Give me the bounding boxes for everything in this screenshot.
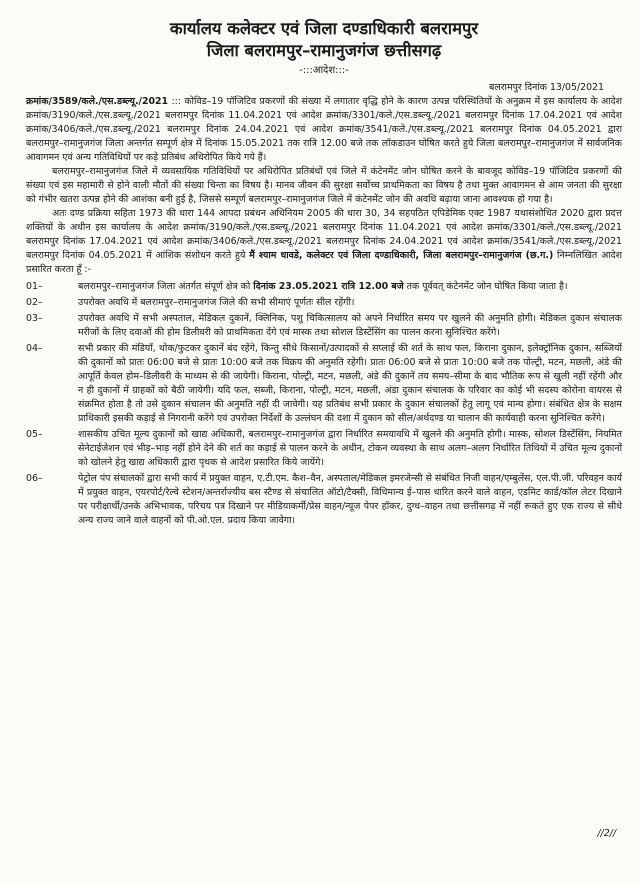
item-text-bold: दिनांक 23.05.2021 रात्रि 12.00 बजे [253,281,404,292]
reference-label: क्रमांक [26,96,49,107]
item-number: 02– [26,297,43,308]
district-title: जिला बलरामपुर–रामानुजगंज छत्तीसगढ़ [206,41,442,60]
collector-name: मैं श्याम धावडे, कलेक्टर एवं जिला दण्डाधिकारी, जिला बलरामपुर–रामानुजगंज (छ.ग.) [249,250,554,261]
order-item-05 [26,428,622,470]
item-text-part: बलरामपुर–रामानुजगंज जिला अंतर्गत संपूर्ण क्षेत्र को [78,281,254,292]
item-number: 06– [26,473,43,484]
order-date: बलरामपुर दिनांक 13/05/2021 [489,82,604,93]
paragraph-legal-authority [26,207,622,277]
order-items [26,280,622,528]
order-item-01 [26,280,622,294]
authority-text: अतः दण्ड प्रक्रिया सहिता 1973 की धारा 144 आपदा प्रबंधन अधिनियम 2005 की धारा 30, 34 सहपठित एपिडेमिक एक्ट 1987 यथासंशोधित 2020 द्वारा प्रदत्त शक्तियों के अधीन इस कार्यालय के आदेश क्रमांक/3190/कले./एस.डब्ल्यू./2021 बलरामपुर दिनांक 11.04.2021 एवं आदेश क्रमांक/3301/कले./एस.डब्ल्यू./2021 बलरामपुर दिनांक 17.04.2021 एवं आदेश क्रमांक/3406/कले./एस.डब्ल्यू./2021 बलरामपुर दिनांक 24.04.2021 एवं आदेश क्रमांक/3541/कले./एस.डब्ल्यू./2021 बलरामपुर दिनांक 04.05.2021 में आंशिक संशोधन करते हुये [26,208,622,261]
order-item-04 [26,342,622,426]
paragraph-containment-reason: बलरामपुर–रामानुजगंज जिले में व्यवसायिक गतिविधियों पर अधिरोपित प्रतिबंधों एवं जिले में कंटेनमेंट जोन घोषित करने के बावजूद कोविड–19 पॉजिटिव प्रकरणों की संख्या एवं इस महामारी से होने वाली मौतों की संख्या चिन्ता का विषय है। मानव जीवन की सुरक्षा सर्वोच्च प्राथमिकता का विषय है तथा मुक्त आवागमन से आम जनता की सुरक्षा को गंभीर खतरा उत्पन्न होने की आशंका बनी हुई है, जिससे सम्पूर्ण बलरामपुर–रामानुजगंज जिले में कंटेनमेंट जोन की अवधि बढ़ाया जाना आवश्यक हो गया है। [26,166,622,205]
item-text: शासकीय उचित मूल्य दुकानों को खाद्य अधिकारी, बलरामपुर–रामानुजगंज द्वारा निर्धारित समयावधि में खुलने की अनुमति होगी। मास्क, सोशल डिस्टेंसिंग, नियमित सेनेटाईजेशन एवं भीड़–भाड़ नहीं होने देने की शर्त का कड़ाई से पालन करने के अधीन, टोकन व्यवस्था के साथ अलग–अलग निर्धारित तिथियों में उचित मूल्य दुकानों को खोलने हेतु खाद्य अधिकारी द्वारा पृथक से आदेश प्रसारित किये जायेंगे। [78,429,622,468]
item-number: 05– [26,429,43,440]
item-number: 04– [26,343,43,354]
office-title: कार्यालय कलेक्टर एवं जिला दण्डाधिकारी बलरामपुर [169,19,479,38]
item-text [78,280,622,294]
order-heading: -:::आदेश:::- [299,65,349,76]
item-number: 01– [26,281,43,292]
reference-number: /3589/कले./एस.डब्ल्यू./2021 [48,96,169,107]
order-item-02 [26,296,622,310]
item-number: 03– [26,313,43,324]
item-text: उपरोक्त अवधि में सभी अस्पताल, मेडिकल दुकानें, क्लिनिक, पशु चिकित्सालय को अपने निर्धारित समय पर खुलने की अनुमति होगी। मेडिकल दुकान संचालक मरीजों के लिए दवाओं की होम डिलीवरी को प्राथमिकता देंगे एवं मास्क तथा सोशल डिस्टेंसिंग का पालन करना सुनिश्चित करेंगे। [78,313,622,338]
item-text: पेट्रोल पंप संचालकों द्वारा सभी कार्य में प्रयुक्त वाहन, ए.टी.एम. कैश–वैन, अस्पताल/मेडिकल इमरजेन्सी से संबंधित निजी वाहन/एम्बुलेंस, एल.पी.जी. परिवहन कार्य में प्रयुक्त वाहन, एयरपोर्ट/रेल्वे स्टेशन/अन्तर्राज्यीय बस स्टैण्ड से संचालित ऑटो/टैक्सी, विधिमान्य ई–पास धारित करने वाले वाहन, एडमिट कार्ड/कॉल लेटर दिखाने पर परीक्षार्थी/उनके अभिभावक, परिचय पत्र दिखाने पर मीडियाकर्मी/प्रेस वाहन/न्यूज पेपर हॉकर, दुग्ध–वाहन तथा छत्तीसगढ़ में नहीं रूकते हुए एक राज्य से सीधे अन्य राज्य जाने वाले वाहनों को पी.ओ.एल. प्रदाय किया जावेगा। [78,473,622,526]
letterhead [26,18,622,77]
item-text: उपरोक्त अवधि में बलरामपुर–रामानुजगंज जिले की सभी सीमाएं पूर्णतः सील रहेंगी। [78,297,355,308]
item-text-part: तक पूर्ववत् कंटेनमेंट जोन घोषित किया जाता है। [403,281,568,292]
intro-text: ::: कोविड–19 पॉजिटिव प्रकरणों की संख्या में लगातार वृद्धि होने के कारण उत्पन्न परिस्थितियों के अनुक्रम में इस कार्यालय के आदेश क्रमांक/3190/कले./एस.डब्ल्यू./2021 बलरामपुर दिनांक 11.04.2021 एवं आदेश क्रमांक/3301/कले./एस.डब्ल्यू./2021 बलरामपुर दिनांक 17.04.2021 एवं आदेश क्रमांक/3406/कले./एस.डब्ल्यू./2021 बलरामपुर दिनांक 24.04.2021 एवं आदेश क्रमांक/3541/कले./एस.डब्ल्यू./2021 बलरामपुर दिनांक 04.05.2021 द्वारा बलरामपुर–रामानुजगंज जिला अन्तर्गत सम्पूर्ण क्षेत्र में दिनांक 15.05.2021 तक रात्रि 12.00 बजे तक लॉकडाउन घोषित करते हुये जिला बलरामपुर–रामानुजगंज में सार्वजनिक आवागमन एवं अन्य गतिविधियों पर कड़े प्रतिबंध अधिरोपित किये गये हैं। [26,96,622,163]
order-item-03 [26,312,622,340]
item-text: सभी प्रकार की मंडियाँ, थोक/फुटकर दुकानें बंद रहेंगे, किन्तु सीधे किसानों/उत्पादकों से सप्लाई की शर्त के साथ फल, किराना दुकान, इलेक्ट्रॉनिक दुकान, सब्जियों की दुकानों को प्रातः 06:00 बजे से प्रातः 10:00 बजे तक विक्रय की अनुमति रहेगी। प्रातः 06:00 बजे से प्रातः 10:00 बजे तक पोल्ट्री, मटन, मछली, अंडे की आपूर्ति केवल होम–डिलीवरी के माध्यम से की जायेगी। किराना, पोल्ट्री, मटन, मछली, अंडे की दुकानें तय समय–सीमा के बाद भौतिक रूप से खुली नहीं रहेंगी और न ही दुकानों में ग्राहकों को बैठी जायेगी। यदि फल, सब्जी, किराना, पोल्ट्री, मटन, मछली, अंडा दुकान संचालक के परिवार का कोई भी सदस्य कोरोना वायरस से संक्रमित होता है तो उसे दुकान संचालन की अनुमति नहीं दी जावेगी। यह प्रतिबंध सभी प्रकार के दुकान संचालकों हेतु लागू एवं मान्य होगा। संबंधित क्षेत्र के सक्षम प्राधिकारी इसकी कड़ाई से निगरानी करेंगे एवं उपरोक्त निर्देशों के उल्लंघन की दशा में दुकान को सील/अर्थदण्ड या चालान की कार्यवाही करना सुनिश्चित करेंगे। [78,343,622,424]
page-number: //2// [597,828,616,839]
intro-paragraph [26,95,622,165]
authority-end: निम्नलिखित आदेश प्रसारित करता हूँ :- [26,250,623,275]
order-item-06 [26,472,622,528]
